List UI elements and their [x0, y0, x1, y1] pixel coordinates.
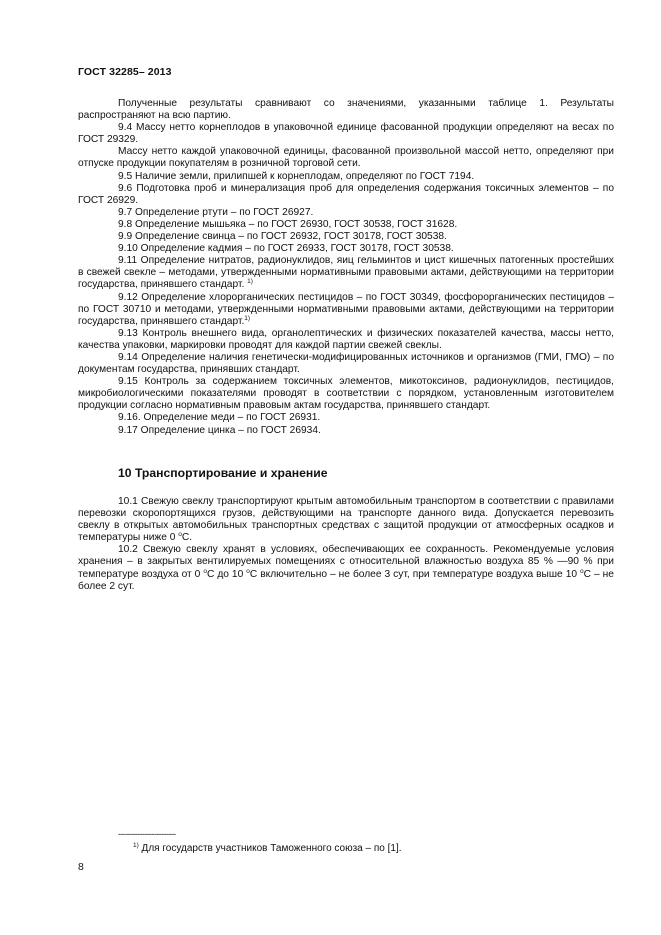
paragraph: 10.2 Свежую свеклу хранят в условиях, обеспечивающих ее сохранность. Рекомендуемые условия хранения – в закрытых вентилируемых помещениях с относительной влажностью воздуха 85 % —90 % при температуре воздуха от 0 $^о$С до 10 $^о$С включительно – не более 3 сут, при температуре воздуха выше 10 $^о$С – не более 2 сут. — [78, 544, 614, 592]
footnote — [133, 843, 402, 854]
footnote-separator: ------------------------ — [118, 829, 176, 839]
section-heading: 10 Транспортирование и хранение — [118, 466, 328, 480]
paragraph: Массу нетто каждой упаковочной единицы, фасованной произвольной массой нетто, определяют при отпуске продукции покупателям в розничной торговой сети. — [78, 146, 614, 170]
paragraph: 9.17 Определение цинка – по ГОСТ 26934. — [118, 424, 321, 436]
paragraph: 9.6 Подготовка проб и минерализация проб для определения содержания токсичных элементов – по ГОСТ 26929. — [78, 182, 614, 206]
footnote-ref: 1) — [244, 314, 251, 322]
paragraph: 10.1 Свежую свеклу транспортируют крытым автомобильным транспортом в соответствии с правилами перевозки скоропортящихся грузов, действующими на транспорте данного вида. Допускается перевозить свеклу в открытых автомобильных транспортных средствах с защитой продукции от атмосферных осадков и температуры ниже 0 $^о$С. — [78, 496, 614, 544]
paragraph: 9.5 Наличие земли, прилипшей к корнеплодам, определяют по ГОСТ 7194. — [118, 170, 475, 182]
paragraph: 9.4 Массу нетто корнеплодов в упаковочной единице фасованной продукции определяют на весах по ГОСТ 29329. — [78, 122, 614, 146]
paragraph: 9.7 Определение ртути – по ГОСТ 26927. — [118, 206, 314, 218]
paragraph: Полученные результаты сравнивают со значениями, указанными таблице 1. Результаты распространяют на всю партию. — [78, 98, 614, 122]
paragraph: 9.8 Определение мышьяка – по ГОСТ 26930, ГОСТ 30538, ГОСТ 31628. — [118, 218, 458, 230]
paragraph: 9.12 Определение хлорорганических пестицидов – по ГОСТ 30349, фосфорорганических пестицидов – по ГОСТ 30710 и методами, утвержденными нормативными правовыми актами, действующими на территории государства, принявшего стандарт.$^{1)}$ — [78, 291, 614, 327]
document-header: ГОСТ 32285– 2013 — [78, 66, 172, 78]
paragraph: 9.13 Контроль внешнего вида, органолептических и физических показателей качества, массы нетто, качества упаковки, маркировки проводят для каждой партии свежей свеклы. — [78, 327, 614, 351]
footnote-mark: 1) — [133, 842, 139, 849]
paragraph: 9.9 Определение свинца – по ГОСТ 26932, ГОСТ 30178, ГОСТ 30538. — [118, 231, 447, 243]
paragraph: 9.10 Определение кадмия – по ГОСТ 26933, ГОСТ 30178, ГОСТ 30538. — [118, 243, 454, 255]
paragraph: 9.15 Контроль за содержанием токсичных элементов, микотоксинов, радионуклидов, пестицидов, микробиологическими показателями проводят в соответствии с порядком, установленным изготовителем продукции согласно нормативным правовым актам государства, принявшего стандарт. — [78, 376, 614, 412]
paragraph: 9.11 Определение нитратов, радионуклидов, яиц гельминтов и цист кишечных патогенных простейших в свежей свекле – методами, утвержденными нормативными правовыми актами, действующими на территории государства, принявшего стандарт. $^{1)}$ — [78, 255, 614, 291]
footnote-ref: 1) — [247, 278, 253, 286]
footnote-text: Для государств участников Таможенного союза – по [1]. — [138, 843, 402, 854]
page-number: 8 — [78, 861, 84, 873]
section-text — [78, 496, 614, 593]
main-text — [78, 98, 614, 437]
paragraph: 9.14 Определение наличия генетически-модифицированных источников и организмов (ГМИ, ГМО) – по документам государства, принявших стандарт. — [78, 351, 614, 376]
paragraph: 9.16. Определение меди – по ГОСТ 26931. — [118, 412, 321, 424]
